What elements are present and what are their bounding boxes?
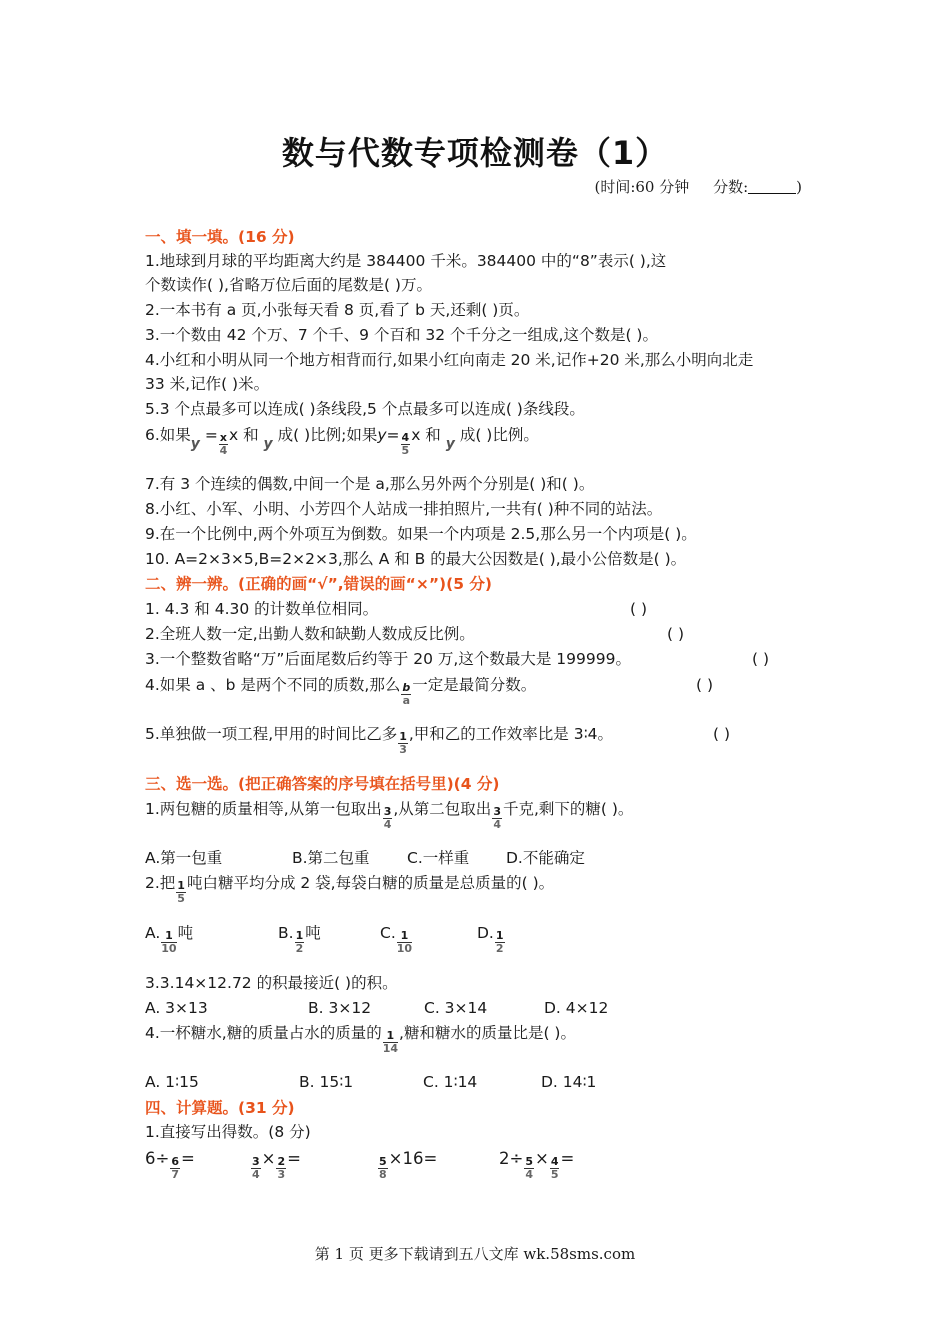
judge-item-5 bbox=[145, 723, 805, 756]
q6-frac2-num: 4 bbox=[401, 431, 410, 444]
q3: 3.一个数由 42 个万、7 个千、9 个百和 32 个千分之一组成,这个数是( )。 bbox=[145, 326, 658, 344]
choice-q2-frac bbox=[176, 879, 186, 905]
calc2-frac2 bbox=[276, 1155, 286, 1181]
cq2d-den: 2 bbox=[495, 942, 504, 955]
calc-item-3 bbox=[377, 1148, 438, 1181]
q6-text-b: x 和 bbox=[228, 426, 259, 444]
choice-q4-option-c[interactable]: C. 1∶14 bbox=[423, 1073, 478, 1091]
judge-text-4b: 一定是最简分数。 bbox=[412, 676, 537, 694]
calc2-num2: 2 bbox=[277, 1155, 286, 1168]
calc2-den2: 3 bbox=[277, 1168, 286, 1181]
choice-q1-option-a[interactable]: A.第一包重 bbox=[145, 849, 223, 867]
calc4-frac2 bbox=[550, 1155, 560, 1181]
choice-q1-text-b: ,从第二包取出 bbox=[393, 800, 492, 818]
q9: 9.在一个比例中,两个外项互为倒数。如果一个内项是 2.5,那么另一个内项是( )。 bbox=[145, 525, 697, 543]
choice-q2-option-a[interactable] bbox=[145, 922, 194, 955]
judge-item-4 bbox=[145, 674, 805, 707]
judge-answer-3[interactable]: ( ) bbox=[752, 650, 770, 668]
calc1-den: 7 bbox=[171, 1168, 179, 1181]
q6-fraction-1 bbox=[219, 431, 228, 457]
calc-sub1-heading: 1.直接写出得数。(8 分) bbox=[145, 1123, 311, 1141]
q6-frac1-den: 4 bbox=[219, 444, 228, 457]
cq2c-letter: C. bbox=[380, 924, 396, 942]
section-2-heading: 二、辨一辨。(正确的画“√”,错误的画“×”)(5 分) bbox=[145, 575, 492, 593]
choice-q2 bbox=[145, 872, 805, 905]
calc2-den1: 4 bbox=[252, 1168, 260, 1181]
cq2a-den: 10 bbox=[161, 942, 177, 955]
judge-text-4: 4.如果 a 、b 是两个不同的质数,那么 bbox=[145, 676, 401, 694]
q10: 10. A=2×3×5,B=2×2×3,那么 A 和 B 的最大公因数是( ),最小公倍数是( )。 bbox=[145, 550, 687, 568]
choice-q2-option-b[interactable] bbox=[278, 922, 321, 955]
calc4-den1: 4 bbox=[525, 1168, 533, 1181]
q7: 7.有 3 个连续的偶数,中间一个是 a,那么另外两个分别是( )和( )。 bbox=[145, 475, 595, 493]
subtitle-close: ) bbox=[796, 178, 802, 196]
q6-text-d: x 和 bbox=[411, 426, 441, 444]
q1-line-a: 1.地球到月球的平均距离大约是 384400 千米。384400 中的“8”表示( ),这 bbox=[145, 252, 667, 270]
cq2d-frac bbox=[495, 929, 505, 955]
section-1-heading: 一、填一填。(16 分) bbox=[145, 228, 295, 246]
q6-frac2-den: 5 bbox=[401, 444, 410, 457]
cq2b-den: 2 bbox=[295, 942, 304, 955]
judge-answer-5[interactable]: ( ) bbox=[713, 725, 731, 743]
judge-answer-4[interactable]: ( ) bbox=[696, 676, 714, 694]
q6-text-a: 6.如果 bbox=[145, 426, 191, 444]
calc3-frac bbox=[378, 1155, 388, 1181]
q5: 5.3 个点最多可以连成( )条线段,5 个点最多可以连成( )条线段。 bbox=[145, 400, 585, 418]
judge-item-3 bbox=[145, 648, 805, 670]
cq2f-num: 1 bbox=[177, 879, 185, 892]
choice-q3-option-a[interactable]: A. 3×13 bbox=[145, 999, 208, 1017]
section-3-heading: 三、选一选。(把正确答案的序号填在括号里)(4 分) bbox=[145, 775, 500, 793]
q4-line-a: 4.小红和小明从同一个地方相背而行,如果小红向南走 20 米,记作+20 米,那么小明向北走 bbox=[145, 351, 754, 369]
q6-text-e: 成( )比例。 bbox=[459, 426, 539, 444]
choice-q2-option-c[interactable] bbox=[380, 922, 413, 955]
choice-q4-text-a: 4.一杯糖水,糖的质量占水的质量的 bbox=[145, 1024, 382, 1042]
q6-text-c: 成( )比例;如果 bbox=[277, 426, 378, 444]
judge-item-2 bbox=[145, 623, 805, 645]
judge-text-2: 2.全班人数一定,出勤人数和缺勤人数成反比例。 bbox=[145, 625, 475, 643]
cq2a-letter: A. bbox=[145, 924, 161, 942]
calc4-num1: 5 bbox=[525, 1155, 533, 1168]
choice-q4 bbox=[145, 1022, 805, 1055]
choice-q1 bbox=[145, 798, 805, 831]
judge-answer-1[interactable]: ( ) bbox=[630, 600, 648, 618]
q1-line-b: 个数读作( ),省略万位后面的尾数是( )万。 bbox=[145, 276, 432, 294]
cq2b-unit: 吨 bbox=[305, 924, 321, 942]
time-score-line bbox=[594, 176, 802, 197]
choice-q1-frac-1 bbox=[383, 805, 393, 831]
score-label: 分数: bbox=[713, 178, 749, 196]
cq2b-num: 1 bbox=[295, 929, 304, 942]
section-4-heading: 四、计算题。(31 分) bbox=[145, 1099, 295, 1117]
q6-y-1: y bbox=[190, 436, 200, 452]
judge-item-1 bbox=[145, 598, 805, 620]
choice-q1-text-c: 千克,剩下的糖( )。 bbox=[502, 800, 634, 818]
choice-q4-option-b[interactable]: B. 15∶1 bbox=[299, 1073, 354, 1091]
judge-text-5: 5.单独做一项工程,甲用的时间比乙多 bbox=[145, 725, 398, 743]
choice-q4-frac bbox=[382, 1029, 399, 1055]
calc4-mid: × bbox=[534, 1149, 549, 1168]
calc1-pre: 6÷ bbox=[145, 1149, 170, 1168]
q6-frac1-num: x bbox=[219, 431, 227, 444]
q4-line-b: 33 米,记作( )米。 bbox=[145, 375, 270, 393]
calc3-num: 5 bbox=[379, 1155, 387, 1168]
cq2b-letter: B. bbox=[278, 924, 294, 942]
choice-q1-option-b[interactable]: B.第二包重 bbox=[292, 849, 370, 867]
calc4-post: = bbox=[560, 1149, 575, 1168]
calc4-num2: 4 bbox=[550, 1155, 559, 1168]
q2: 2.一本书有 a 页,小张每天看 8 页,看了 b 天,还剩( )页。 bbox=[145, 301, 530, 319]
calc-item-2 bbox=[250, 1148, 301, 1181]
choice-q4-option-d[interactable]: D. 14∶1 bbox=[541, 1073, 597, 1091]
page-footer: 第 1 页 更多下载请到五八文库 wk.58sms.com bbox=[314, 1245, 636, 1263]
cq2a-unit: 吨 bbox=[177, 924, 194, 942]
q6-fraction-2 bbox=[401, 431, 411, 457]
choice-q1-option-c[interactable]: C.一样重 bbox=[407, 849, 470, 867]
q6-y-3: y bbox=[445, 436, 455, 452]
cq2a-num: 1 bbox=[161, 930, 176, 943]
choice-q3-option-d[interactable]: D. 4×12 bbox=[544, 999, 609, 1017]
judge4-num: b bbox=[402, 681, 411, 694]
calc4-pre: 2÷ bbox=[499, 1149, 524, 1168]
choice-q1-text-a: 1.两包糖的质量相等,从第一包取出 bbox=[145, 800, 382, 818]
calc4-frac1 bbox=[524, 1155, 534, 1181]
judge-4-fraction bbox=[401, 681, 411, 707]
judge-text-3: 3.一个整数省略“万”后面尾数后约等于 20 万,这个数最大是 199999。 bbox=[145, 650, 631, 668]
calc2-num1: 3 bbox=[252, 1155, 260, 1168]
cq2d-letter: D. bbox=[477, 924, 494, 942]
judge4-den: a bbox=[402, 694, 410, 707]
cq4f-den: 14 bbox=[382, 1042, 399, 1055]
choice-q1-option-d[interactable]: D.不能确定 bbox=[506, 849, 585, 867]
cq2a-frac bbox=[161, 929, 177, 955]
judge-text-5b: ,甲和乙的工作效率比是 3∶4。 bbox=[408, 725, 613, 743]
choice-q3-option-b[interactable]: B. 3×12 bbox=[308, 999, 372, 1017]
cq1f2-den: 4 bbox=[493, 818, 501, 831]
calc-item-1 bbox=[145, 1148, 195, 1181]
cq2c-num: 1 bbox=[397, 930, 412, 943]
calc1-frac bbox=[170, 1155, 180, 1181]
q6-y-2: y bbox=[263, 436, 273, 452]
calc1-num: 6 bbox=[171, 1155, 179, 1168]
choice-q1-frac-2 bbox=[492, 805, 502, 831]
calc1-post: = bbox=[180, 1149, 195, 1168]
judge-5-fraction bbox=[398, 730, 408, 756]
choice-q3-option-c[interactable]: C. 3×14 bbox=[424, 999, 488, 1017]
cq2b-frac bbox=[295, 929, 305, 955]
cq2c-frac bbox=[396, 929, 413, 955]
judge-answer-2[interactable]: ( ) bbox=[667, 625, 685, 643]
choice-q2-text-b: 吨白糖平均分成 2 袋,每袋白糖的质量是总质量的( )。 bbox=[186, 874, 555, 892]
calc2-mid: × bbox=[261, 1149, 276, 1168]
calc3-mid: ×16= bbox=[388, 1149, 438, 1168]
choice-q3: 3.3.14×12.72 的积最接近( )的积。 bbox=[145, 974, 398, 992]
cq2d-num: 1 bbox=[495, 929, 504, 942]
cq4f-num: 1 bbox=[383, 1030, 398, 1043]
time-label: (时间:60 分钟 bbox=[594, 178, 690, 196]
cq1f1-num: 3 bbox=[383, 805, 392, 818]
judge5-den: 3 bbox=[399, 743, 407, 756]
score-blank[interactable] bbox=[748, 179, 796, 194]
choice-q4-text-b: ,糖和糖水的质量比是( )。 bbox=[399, 1024, 576, 1042]
choice-q4-option-a[interactable]: A. 1∶15 bbox=[145, 1073, 199, 1091]
calc3-den: 8 bbox=[379, 1168, 387, 1181]
judge-text-1: 1. 4.3 和 4.30 的计数单位相同。 bbox=[145, 600, 379, 618]
choice-q2-option-d[interactable] bbox=[477, 922, 506, 955]
cq1f2-num: 3 bbox=[493, 805, 501, 818]
calc2-post: = bbox=[287, 1149, 301, 1168]
calc4-den2: 5 bbox=[550, 1168, 559, 1181]
choice-q2-text-a: 2.把 bbox=[145, 874, 176, 892]
cq1f1-den: 4 bbox=[383, 818, 392, 831]
calc-item-4 bbox=[499, 1148, 575, 1181]
q6: 6.如果y = $\frac{x}{4}$ x 和 y 成( )比例;如果y= $\frac{4}{5}$ x 和 y 成( )比例。 bbox=[145, 426, 539, 457]
cq2c-den: 10 bbox=[396, 942, 413, 955]
page-title: 数与代数专项检测卷（1） bbox=[281, 134, 669, 172]
judge5-num: 1 bbox=[399, 730, 407, 743]
calc2-frac1 bbox=[251, 1155, 261, 1181]
q8: 8.小红、小军、小明、小芳四个人站成一排拍照片,一共有( )种不同的站法。 bbox=[145, 500, 663, 518]
cq2f-den: 5 bbox=[177, 892, 185, 905]
